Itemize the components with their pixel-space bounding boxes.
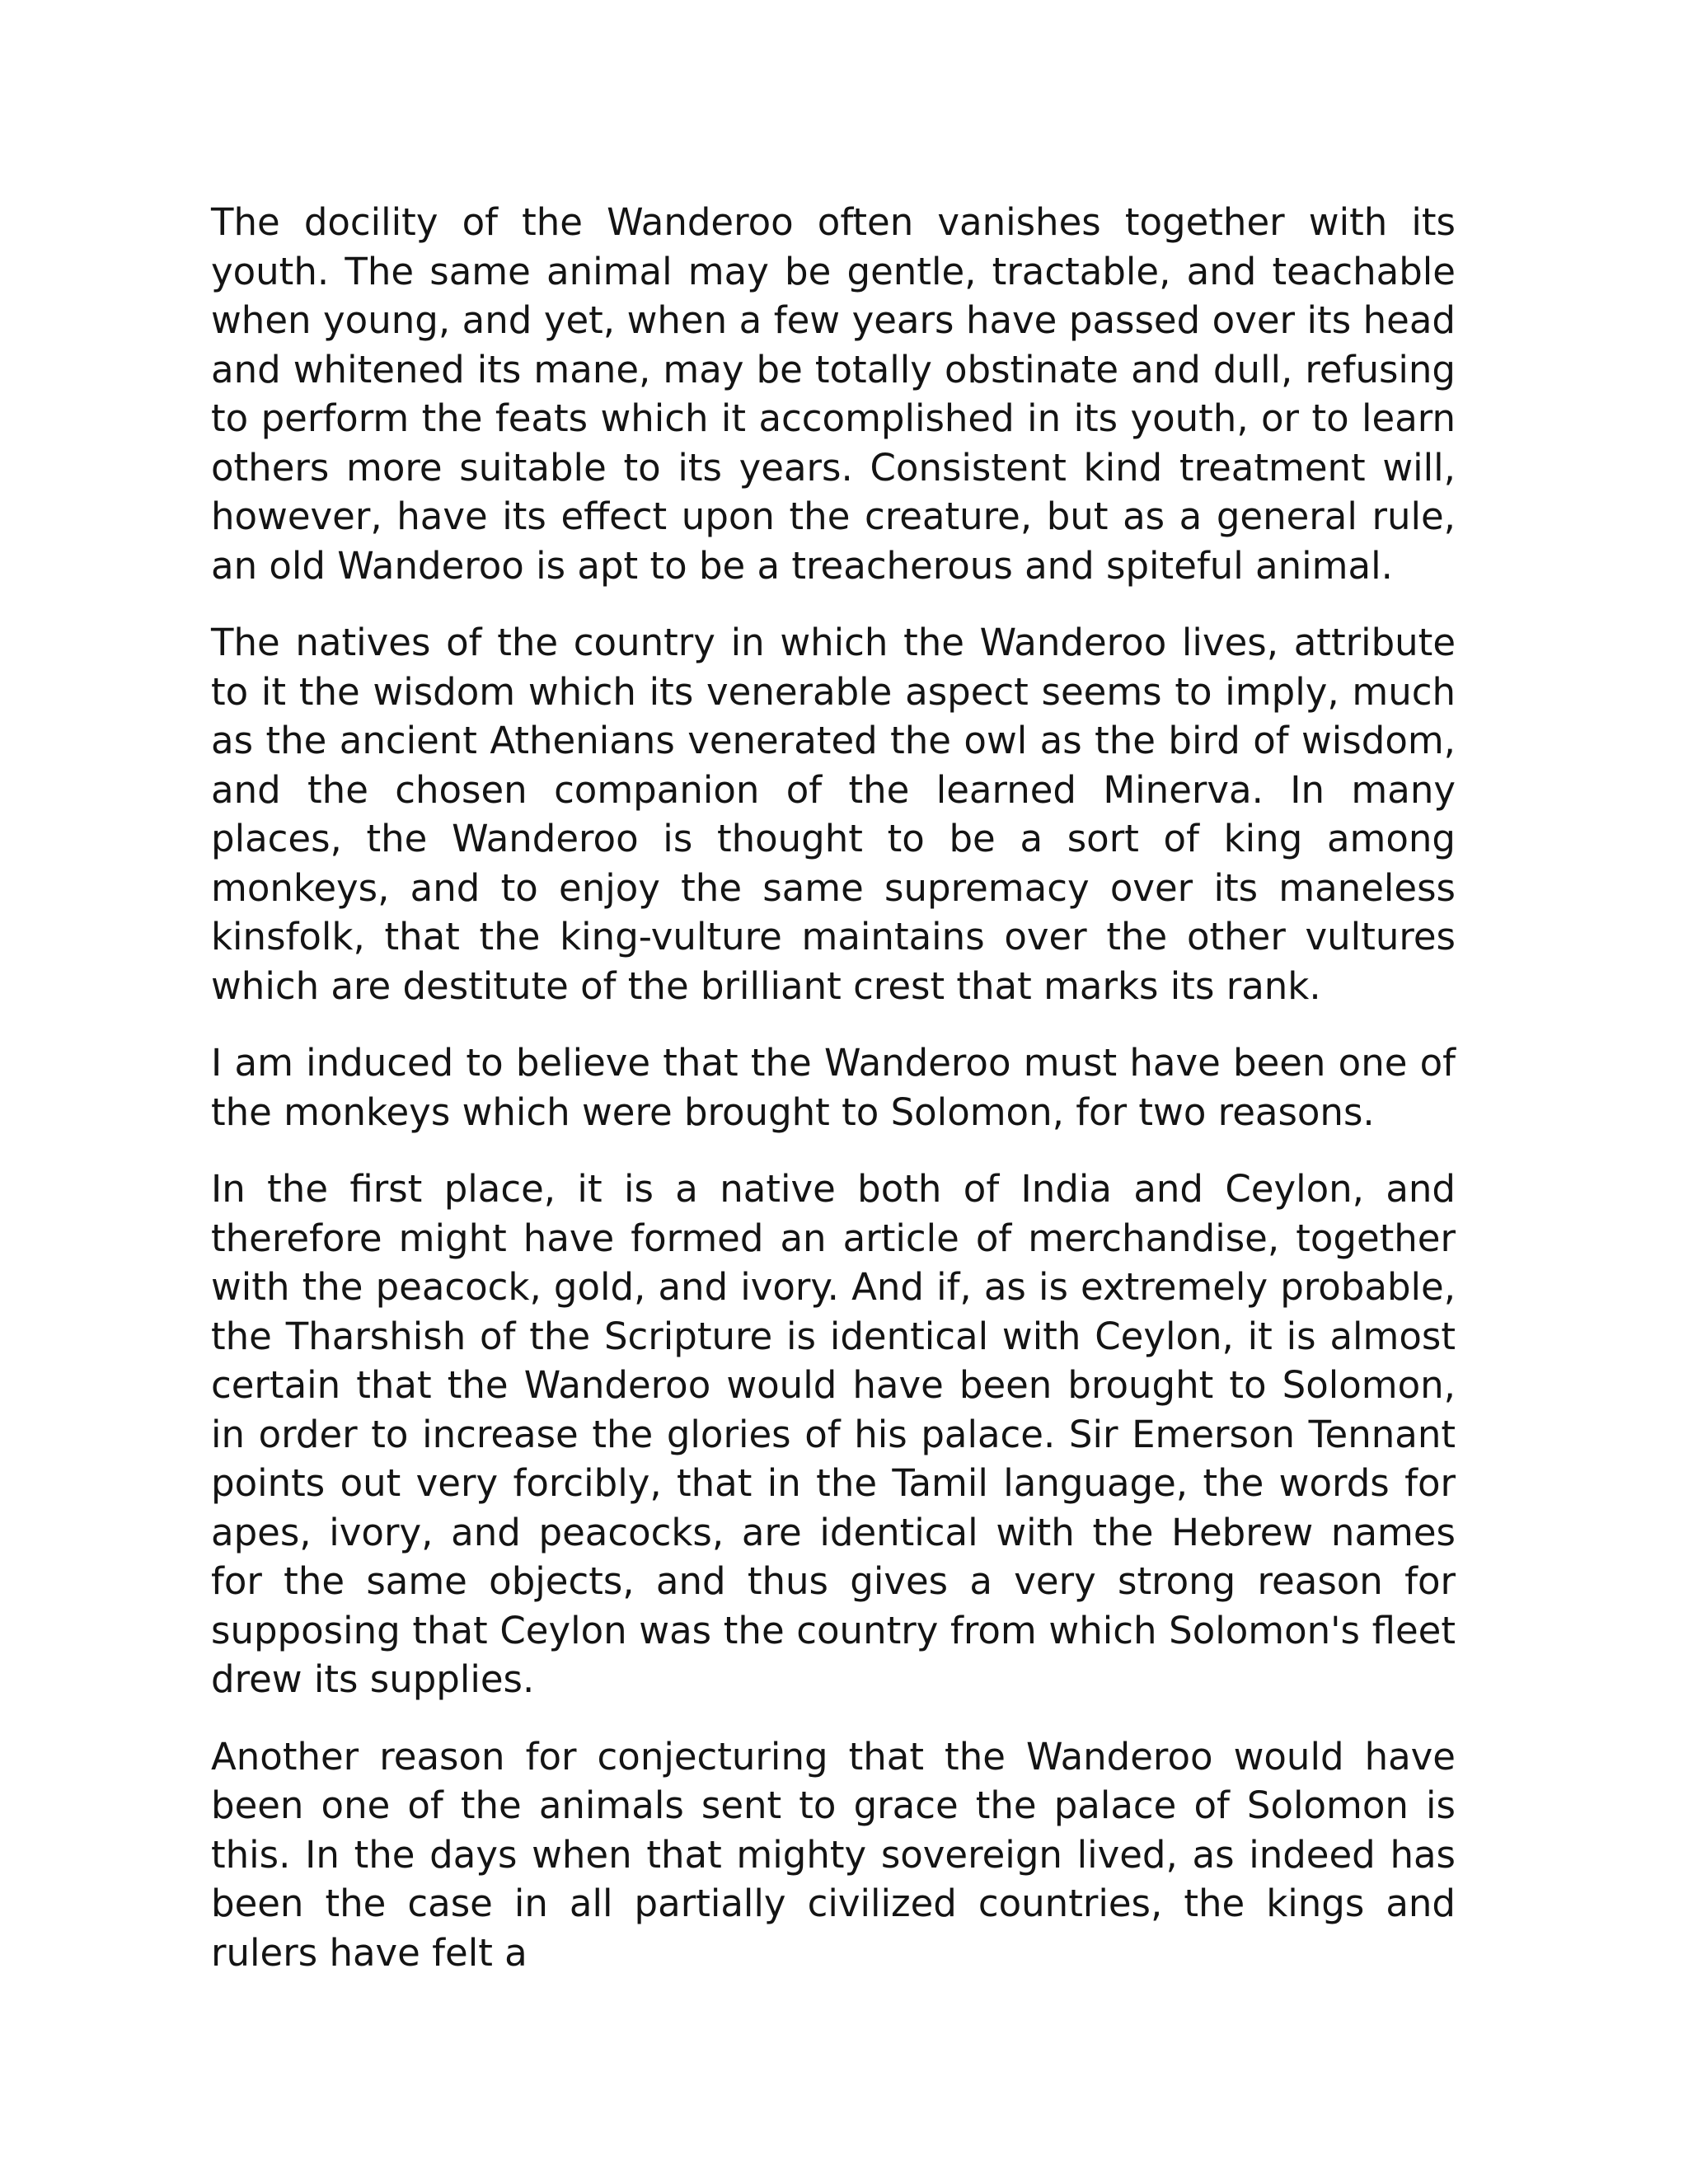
document-page <box>211 198 1456 2005</box>
paragraph-5: Another reason for conjecturing that the Wanderoo would have been one of the animals sent to grace the palace of Solomon is this. In the days when that mighty sovereign lived, as indeed has been the case in all partially civilized countries, the kings and rulers have felt a <box>211 1734 1456 1975</box>
paragraph-1: The docility of the Wanderoo often vanishes together with its youth. The same animal may be gentle, tractable, and teachable when young, and yet, when a few years have passed over its head and whitened its mane, may be totally obstinate and dull, refusing to perform the feats which it accomplished in its youth, or to learn others more suitable to its years. Consistent kind treatment will, however, have its effect upon the creature, but as a general rule, an old Wanderoo is apt to be a treacherous and spiteful animal. <box>211 200 1456 588</box>
paragraph-2: The natives of the country in which the Wanderoo lives, attribute to it the wisdom which its venerable aspect seems to imply, much as the ancient Athenians venerated the owl as the bird of wisdom, and the chosen companion of the learned Minerva. In many places, the Wanderoo is thought to be a sort of king among monkeys, and to enjoy the same supremacy over its maneless kinsfolk, that the king-vulture maintains over the other vultures which are destitute of the brilliant crest that marks its rank. <box>211 621 1456 1008</box>
paragraph-3: I am induced to believe that the Wanderoo must have been one of the monkeys which were brought to Solomon, for two reasons. <box>211 1041 1456 1134</box>
paragraph-4: In the first place, it is a native both of India and Ceylon, and therefore might have formed an article of merchandise, together with the peacock, gold, and ivory. And if, as is extremely probable, the Tharshish of the Scripture is identical with Ceylon, it is almost certain that the Wanderoo would have been brought to Solomon, in order to increase the glories of his palace. Sir Emerson Tennant points out very forcibly, that in the Tamil language, the words for apes, ivory, and peacocks, are identical with the Hebrew names for the same objects, and thus gives a very strong reason for supposing that Ceylon was the country from which Solomon's fleet drew its supplies. <box>211 1167 1456 1701</box>
